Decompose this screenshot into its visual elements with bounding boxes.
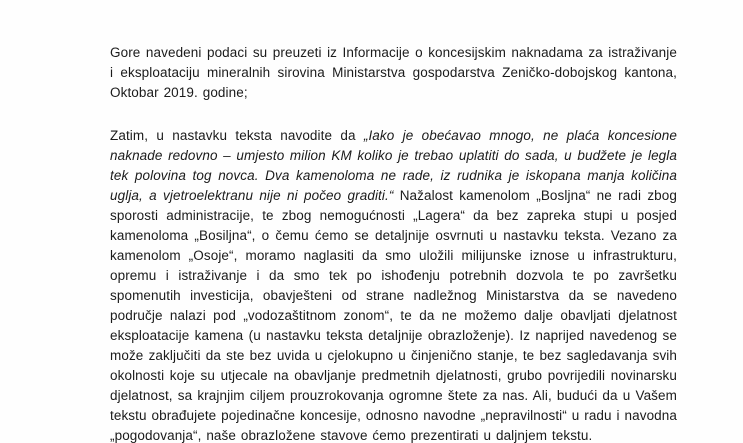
text-run: Nažalost kamenolom „Bosljna“ ne radi zbog sporosti administracije, te zbog nemogućnosti „Lagera“ da bez zapreka stupi u posjed kamenoloma „Bosiljna“, o čemu ćemo se detaljnije osvrnuti u nastavku teksta. Vezano za kamenolom „Osoje“, moramo naglasiti da smo uložili milijunske iznose u infrastrukturu, opremu i istraživanje i da smo tek po ishođenju potrebnih dozvola te po završetku spomenutih investicija, obavješteni od strane nadležnog Ministarstva da se navedeno područje nalazi pod „vodozaštitnom zonom“, te da ne možemo dalje obavljati djelatnost eksploatacije kamena (u nastavku teksta detaljnije obrazloženje). Iz naprijed navedenog se može zaključiti da ste bez uvida u cjelokupno u činjenično stanje, te bez sagledavanja svih okolnosti koje su utjecale na obavljanje predmetnih djelatnosti, grubo povrijedili novinarsku djelatnost, sa krajnjim ciljem prouzrokovanja ogromne štete za nas. Ali, budući da u Vašem tekstu obrađujete pojedinačne koncesije, odnosno navodne „nepravilnosti“ u radu i navodna „pogodovanja“, naše obrazložene stavove ćemo prezentirati u daljnjem tekstu. bbox=[110, 188, 677, 443]
paragraph-intro bbox=[110, 43, 677, 103]
quoted-italic-run: „Iako je obećavao mnogo, ne plaća koncesione naknade redovno – umjesto milion KM koliko je trebao uplatiti do sada, u budžete je legla tek polovina tog novca. Dva kamenoloma ne rade, iz rudnika je iskopana manja količina uglja, a vjetroelektranu nije ni počeo graditi.“ bbox=[110, 128, 677, 203]
paragraph-main bbox=[110, 126, 677, 443]
text-run: Zatim, u nastavku teksta navodite da bbox=[110, 128, 364, 143]
text-run: Gore navedeni podaci su preuzeti iz Informacije o koncesijskim naknadama za istraživanje i eksploataciju mineralnih sirovina Ministarstva gospodarstva Zeničko-dobojskog kantona, Oktobar 2019. godine; bbox=[110, 45, 677, 100]
